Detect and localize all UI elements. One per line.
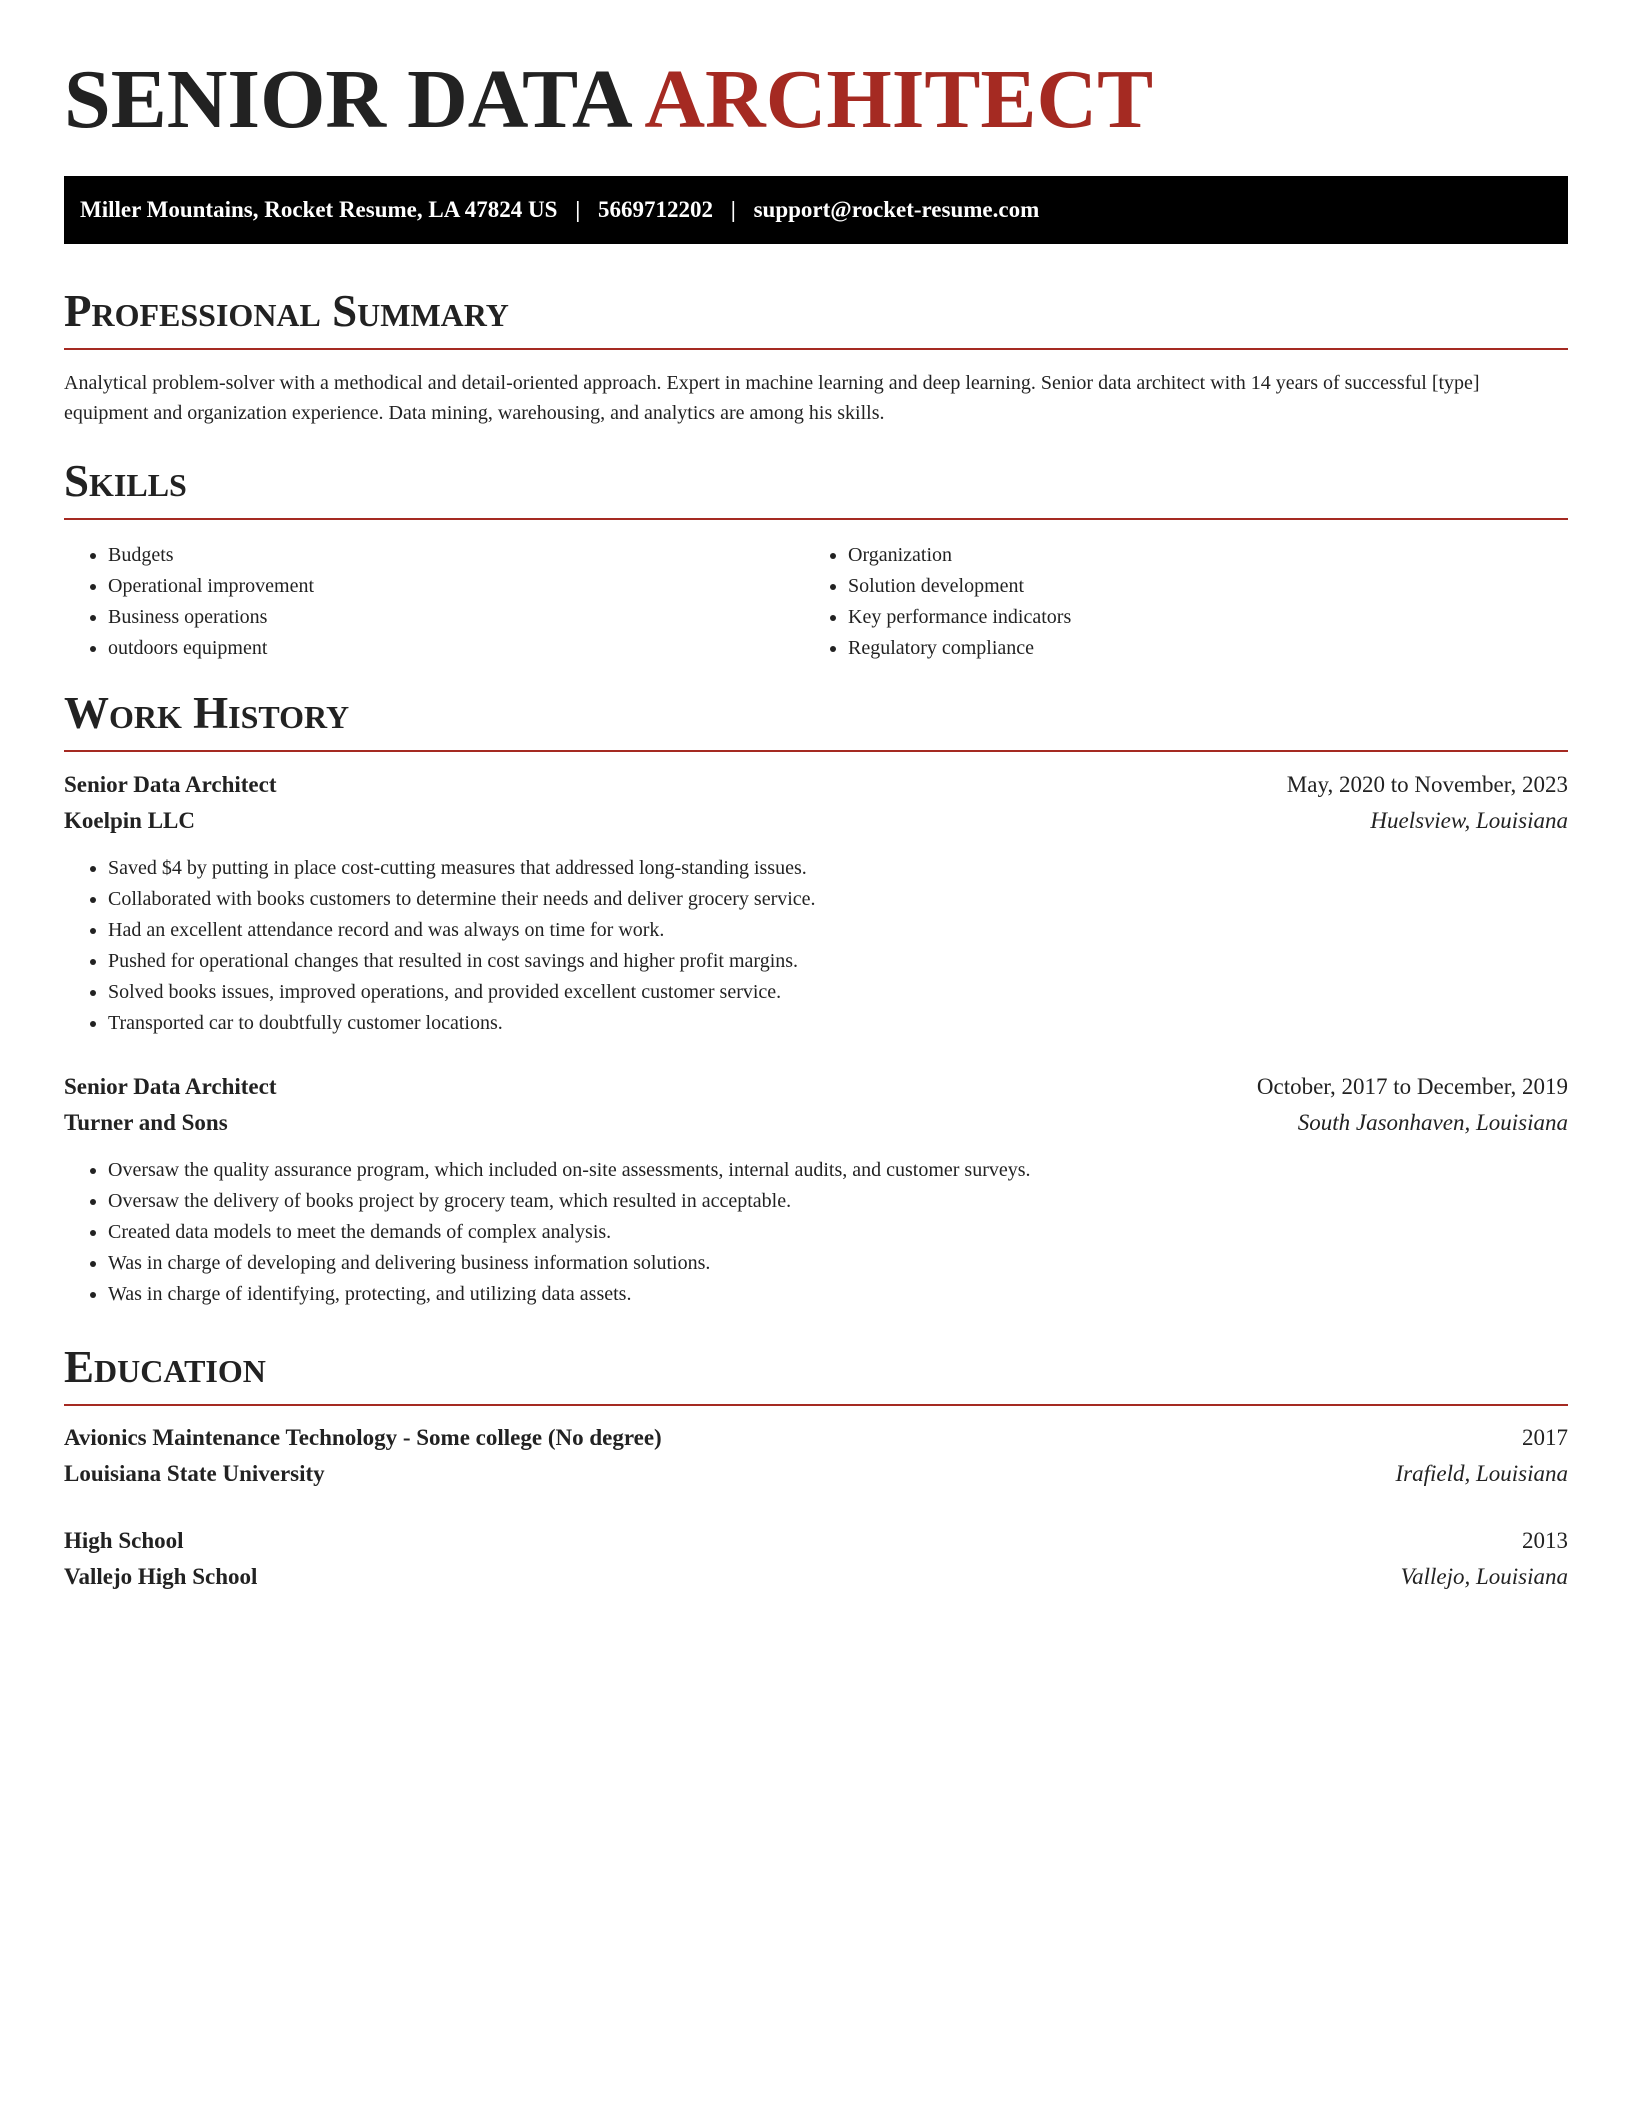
skill-item: • Key performance indicators [848,602,1544,633]
summary-text: Analytical problem-solver with a methodical and detail-oriented approach. Expert in machine learning and deep learning. Senior data architect with 14 years of successful [type] equipment and organization experience. Data mining, warehousing, and analytics are among his skills. [64,372,1480,424]
contact-address: Miller Mountains, Rocket Resume, LA 47824 US [80,197,558,222]
summary-heading: Professional Summary [64,286,1568,350]
job-location: South Jasonhaven, Louisiana [1297,1110,1568,1135]
education-degree: Avionics Maintenance Technology - Some college (No degree) [64,1425,662,1450]
contact-email: support@rocket-resume.com [753,197,1040,222]
education-school-row [64,1559,1568,1595]
education-degree: High School [64,1528,184,1553]
contact-bar [64,176,1568,244]
skill-item: • Operational improvement [108,571,804,602]
job-company: Turner and Sons [64,1110,228,1135]
education-heading: Education [64,1342,1568,1406]
education-degree-row [64,1523,1568,1559]
skill-item: • outdoors equipment [108,633,804,664]
contact-separator: | [575,197,581,222]
education-school-row [64,1456,1568,1492]
education-location: Irafield, Louisiana [1395,1461,1568,1486]
job-dates: May, 2020 to November, 2023 [1286,772,1568,797]
job-title-row [64,767,1568,803]
job-company-row [64,1105,1568,1141]
resume-page [64,0,1568,1589]
education-year: 2013 [1522,1528,1568,1553]
job-bullet: • Collaborated with books customers to determine their needs and deliver grocery service. [108,884,1568,915]
resume-title [64,0,1568,146]
job-bullet: • Pushed for operational changes that resulted in cost savings and higher profit margins. [108,946,1568,977]
job-bullet: • Oversaw the quality assurance program, which included on-site assessments, internal audits, and customer surveys. [108,1155,1568,1186]
job-bullets [64,853,1568,1039]
education-school: Louisiana State University [64,1461,325,1486]
job-title: Senior Data Architect [64,772,277,797]
job-bullet: • Was in charge of identifying, protecting, and utilizing data assets. [108,1279,1568,1310]
skill-item: • Solution development [848,571,1544,602]
job-company: Koelpin LLC [64,808,196,833]
job-bullet: • Was in charge of developing and delivering business information solutions. [108,1248,1568,1279]
title-last: ARCHITECT [644,53,1154,146]
job-bullet: • Oversaw the delivery of books project by grocery team, which resulted in acceptable. [108,1186,1568,1217]
skills-list [64,540,1568,664]
job-bullet: • Transported car to doubtfully customer locations. [108,1008,1568,1039]
skills-column-left [64,540,804,664]
education-year: 2017 [1522,1425,1568,1450]
work-heading: Work History [64,688,1568,752]
job-bullet: • Had an excellent attendance record and was always on time for work. [108,915,1568,946]
education-location: Vallejo, Louisiana [1400,1564,1568,1589]
title-first: SENIOR DATA [64,53,629,146]
job-bullets [64,1155,1568,1310]
skill-item: • Regulatory compliance [848,633,1544,664]
job-title-row [64,1069,1568,1105]
job-title: Senior Data Architect [64,1074,277,1099]
job-dates: October, 2017 to December, 2019 [1256,1074,1568,1099]
contact-separator: | [730,197,736,222]
skills-heading: Skills [64,456,1568,520]
job-location: Huelsview, Louisiana [1370,808,1568,833]
skills-column-right [804,540,1544,664]
job-bullet: • Saved $4 by putting in place cost-cutting measures that addressed long-standing issues. [108,853,1568,884]
job-bullet: • Solved books issues, improved operations, and provided excellent customer service. [108,977,1568,1008]
job-company-row [64,803,1568,839]
contact-phone: 5669712202 [598,197,714,222]
job-bullet: • Created data models to meet the demands of complex analysis. [108,1217,1568,1248]
skill-item: • Business operations [108,602,804,633]
skill-item: • Organization [848,540,1544,571]
education-school: Vallejo High School [64,1564,258,1589]
education-degree-row [64,1420,1568,1456]
skill-item: • Budgets [108,540,804,571]
